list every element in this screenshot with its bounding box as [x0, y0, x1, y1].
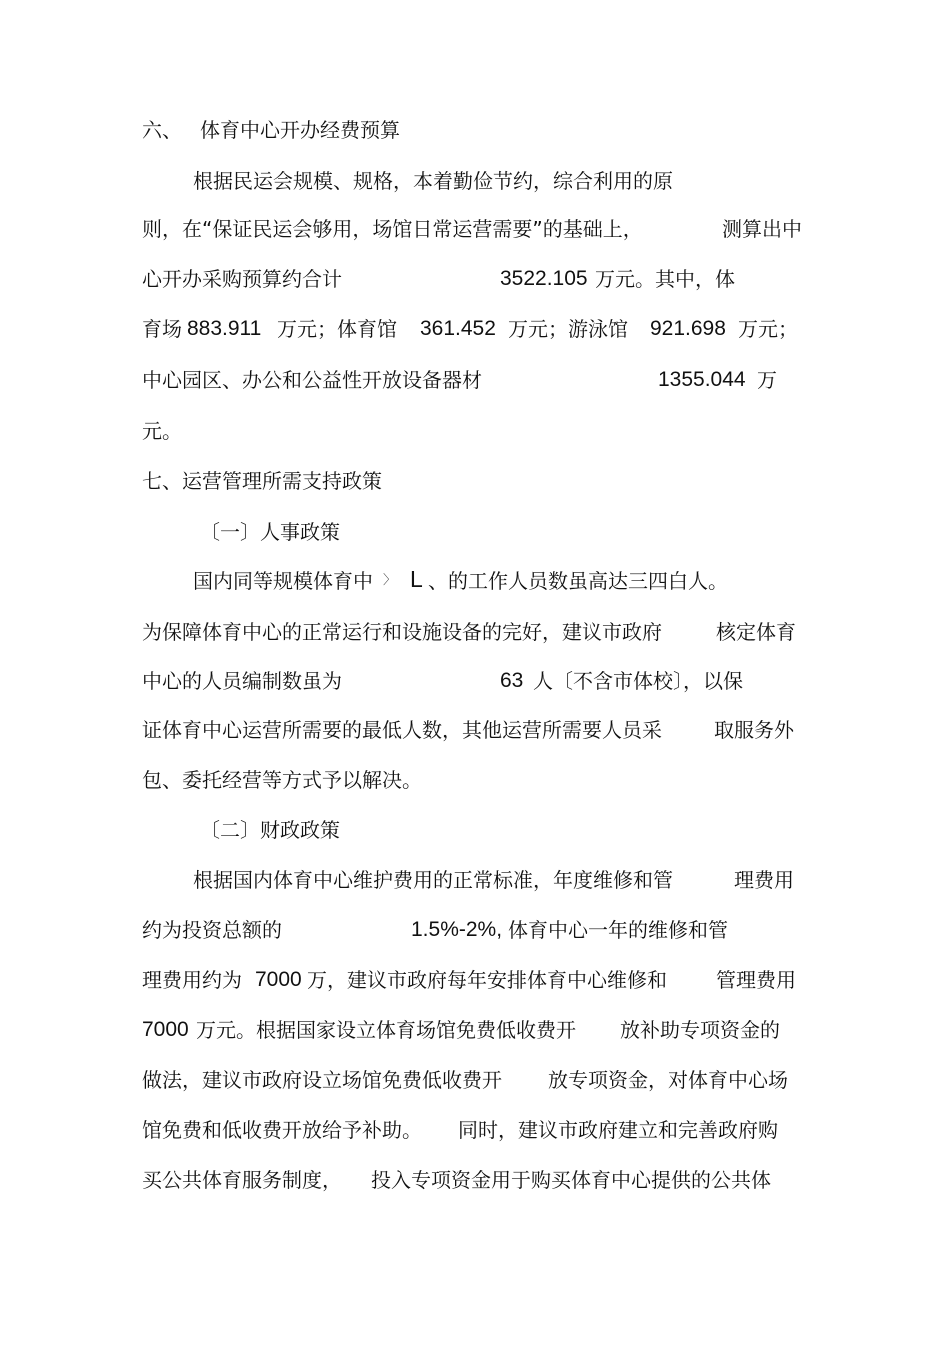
paragraph-2-line-3c: 人〔不含市体校〕，以保	[533, 669, 743, 693]
paragraph-2-line-5: 包、委托经营等方式予以解决。	[142, 768, 422, 792]
paragraph-3-line-1b: 理费用	[734, 868, 794, 892]
paragraph-3-line-2c: 体育中心一年的维修和管	[508, 918, 728, 942]
paragraph-1-line-2b: 测算出中	[722, 217, 802, 241]
paragraph-2-line-4b: 取服务外	[714, 718, 794, 742]
natatorium-label: 万元；游泳馆	[508, 317, 628, 341]
paragraph-2-line-1d: 、的工作人员数虽高达三四白人。	[428, 569, 728, 593]
gymnasium-value: 361.452	[420, 317, 496, 340]
paragraph-3-line-2a: 约为投资总额的	[142, 918, 282, 942]
maintenance-cost-value: 7000	[255, 968, 302, 991]
park-equipment-value: 1355.044	[658, 368, 746, 391]
paragraph-3-line-7a: 买公共体育服务制度，	[142, 1168, 342, 1192]
paragraph-2-line-3a: 中心的人员编制数虽为	[142, 669, 342, 693]
section-7-heading: 七、运营管理所需支持政策	[142, 469, 382, 493]
subsection-personnel-heading: 〔一〕人事政策	[200, 520, 340, 544]
paragraph-3-line-5b: 放专项资金，对体育中心场	[548, 1068, 788, 1092]
paragraph-2-line-1c: L	[410, 566, 423, 592]
paragraph-3-line-4b: 万元。根据国家设立体育场馆免费低收费开	[196, 1018, 576, 1042]
stadium-value: 883.911	[187, 317, 262, 340]
paragraph-3-line-3a: 理费用约为	[142, 968, 242, 992]
section-6-heading: 体育中心开办经费预算	[200, 118, 400, 142]
staff-count-value: 63	[500, 669, 524, 692]
paragraph-2-line-2b: 核定体育	[716, 620, 796, 644]
subsection-finance-heading: 〔二〕财政政策	[200, 818, 340, 842]
park-equipment-label: 中心园区、办公和公益性开放设备器材	[142, 368, 482, 392]
paragraph-1-end: 元。	[142, 419, 182, 443]
paragraph-3-line-4c: 放补助专项资金的	[620, 1018, 780, 1042]
paragraph-3-line-6b: 同时，建议市政府建立和完善政府购	[458, 1118, 778, 1142]
paragraph-1-line-2a: 则，在“保证民运会够用，场馆日常运营需要”的基础上，	[142, 217, 643, 241]
paragraph-1-line-1: 根据民运会规模、规格，本着勤俭节约，综合利用的原	[193, 169, 673, 193]
total-budget-value: 3522.105	[500, 267, 588, 290]
paragraph-2-line-4a: 证体育中心运营所需要的最低人数，其他运营所需要人员采	[142, 718, 662, 742]
section-6-number: 六、	[142, 118, 182, 142]
maintenance-rate-value: 1.5%-2%,	[411, 918, 503, 941]
paragraph-2-line-1b: 〉	[383, 573, 397, 588]
paragraph-3-line-3d: 管理费用	[716, 968, 796, 992]
paragraph-3-line-6a: 馆免费和低收费开放给予补助。	[142, 1118, 422, 1142]
natatorium-value: 921.698	[650, 317, 726, 340]
paragraph-3-line-7b: 投入专项资金用于购买体育中心提供的公共体	[371, 1168, 771, 1192]
stadium-label: 育场	[142, 317, 182, 341]
paragraph-3-line-1a: 根据国内体育中心维护费用的正常标准，年度维修和管	[193, 868, 673, 892]
gymnasium-label: 万元；体育馆	[277, 317, 397, 341]
maintenance-budget-value: 7000	[142, 1018, 189, 1041]
park-equipment-unit: 万	[757, 368, 777, 392]
natatorium-unit: 万元；	[738, 317, 798, 341]
paragraph-3-line-3c: 万，建议市政府每年安排体育中心维修和	[307, 968, 667, 992]
paragraph-1-line-3c: 万元。其中，体	[595, 267, 735, 291]
paragraph-2-line-2a: 为保障体育中心的正常运行和设施设备的完好，建议市政府	[142, 620, 662, 644]
paragraph-2-line-1a: 国内同等规模体育中	[193, 569, 373, 593]
paragraph-1-line-3a: 心开办采购预算约合计	[142, 267, 342, 291]
paragraph-3-line-5a: 做法，建议市政府设立场馆免费低收费开	[142, 1068, 502, 1092]
